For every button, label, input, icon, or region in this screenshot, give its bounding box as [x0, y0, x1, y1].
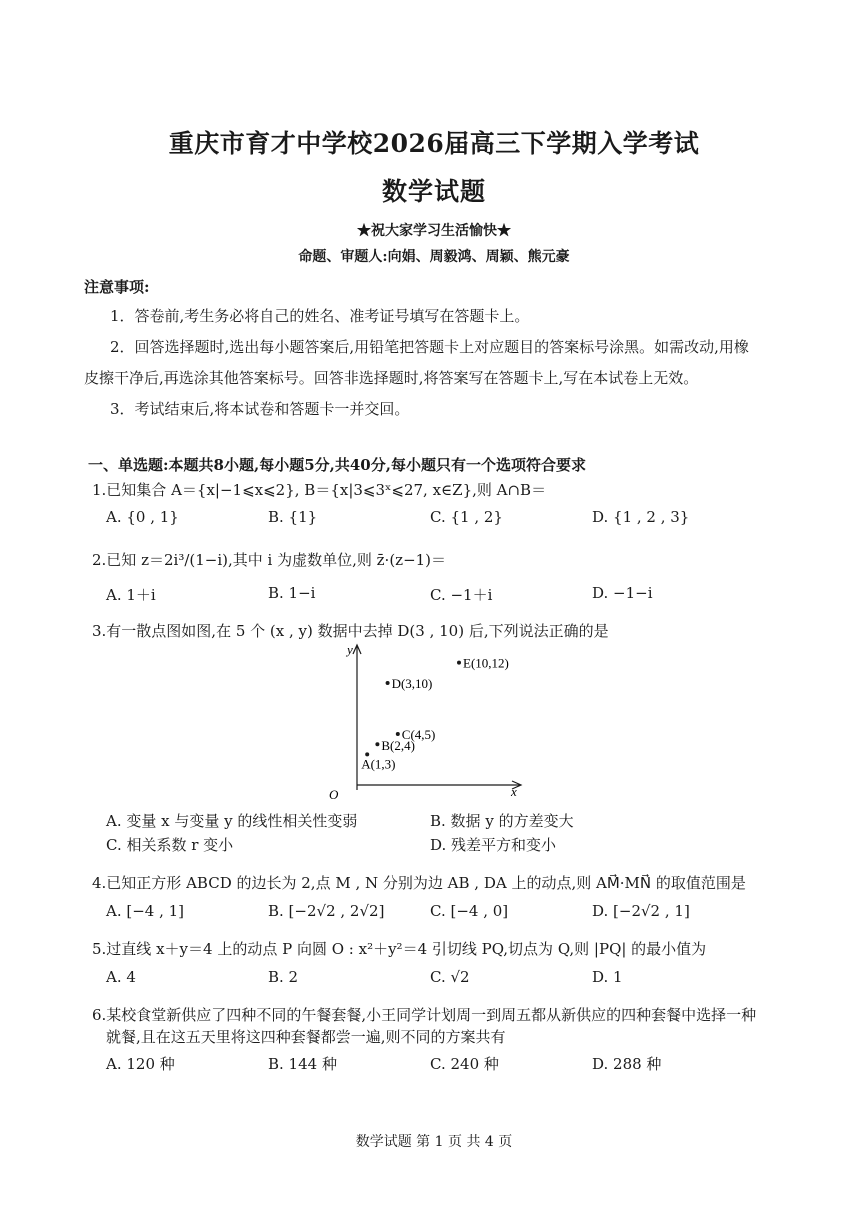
- q2-option-b: B. 1−i: [268, 584, 316, 602]
- q4-option-c: C. [−4 , 0]: [430, 902, 509, 920]
- question-4-stem: 4.已知正方形 ABCD 的边长为 2,点 M , N 分别为边 AB , DA 上的动点,则 AM⃗·MN⃗ 的取值范围是: [92, 874, 746, 892]
- q1-option-a: A. {0 , 1}: [106, 508, 179, 526]
- exam-subtitle: 数学试题: [381, 177, 486, 206]
- q5-option-b: B. 2: [268, 968, 299, 986]
- question-6-stem-line-2: 就餐,且在这五天里将这四种套餐都尝一遍,则不同的方案共有: [106, 1028, 506, 1046]
- q2-option-d: D. −1−i: [592, 584, 653, 602]
- q5-option-c: C. √2: [430, 968, 470, 986]
- q2-option-a: A. 1＋i: [106, 586, 156, 604]
- scatter-point-label: E(10,12): [463, 655, 509, 671]
- q3-option-c: C. 相关系数 r 变小: [106, 836, 234, 854]
- scatter-plot: [330, 640, 530, 805]
- scatter-point: [457, 661, 461, 665]
- question-5-stem: 5.过直线 x＋y＝4 上的动点 P 向圆 O : x²＋y²＝4 引切线 PQ,切点为 Q,则 |PQ| 的最小值为: [92, 940, 707, 958]
- scatter-point-label: D(3,10): [391, 676, 433, 691]
- q1-option-c: C. {1 , 2}: [430, 508, 503, 526]
- q1-option-d: D. {1 , 2 , 3}: [592, 508, 690, 526]
- q4-option-b: B. [−2√2 , 2√2]: [268, 902, 385, 920]
- q3-option-b: B. 数据 y 的方差变大: [430, 812, 574, 830]
- scatter-point-label: B(2,4): [381, 738, 415, 754]
- scatter-point: [386, 681, 390, 685]
- q2-option-c: C. −1＋i: [430, 586, 493, 604]
- y-axis-label: y: [347, 642, 353, 657]
- q6-option-b: B. 144 种: [268, 1055, 337, 1073]
- q1-option-b: B. {1}: [268, 508, 318, 526]
- scatter-point-label: C(4,5): [401, 727, 436, 742]
- q3-option-a: A. 变量 x 与变量 y 的线性相关性变弱: [106, 812, 358, 830]
- page-footer: 数学试题 第 1 页 共 4 页: [355, 1134, 513, 1150]
- authors-line: 命题、审题人:向娟、周毅鸿、周颖、熊元豪: [298, 249, 570, 265]
- q5-option-d: D. 1: [592, 968, 623, 986]
- scatter-point: [396, 732, 400, 736]
- q4-option-a: A. [−4 , 1]: [106, 902, 185, 920]
- q6-option-d: D. 288 种: [592, 1055, 662, 1073]
- notes-heading: 注意事项:: [84, 278, 150, 296]
- note-item-2-cont: 皮擦干净后,再选涂其他答案标号。回答非选择题时,将答案写在答题卡上,写在本试卷上无效。: [84, 369, 699, 387]
- blessing-line: ★祝大家学习生活愉快★: [357, 223, 511, 239]
- q6-option-a: A. 120 种: [106, 1055, 175, 1073]
- question-3-stem: 3.有一散点图如图,在 5 个 (x , y) 数据中去掉 D(3 , 10) 后,下列说法正确的是: [92, 622, 609, 640]
- note-item-1: 1．答卷前,考生务必将自己的姓名、准考证号填写在答题卡上。: [110, 307, 530, 325]
- scatter-point: [375, 742, 379, 746]
- origin-label: O: [329, 787, 339, 802]
- section-1-heading: 一、单选题:本题共8小题,每小题5分,共40分,每小题只有一个选项符合要求: [88, 456, 586, 474]
- q3-option-d: D. 残差平方和变小: [430, 836, 557, 854]
- q6-option-c: C. 240 种: [430, 1055, 499, 1073]
- q4-option-d: D. [−2√2 , 1]: [592, 902, 690, 920]
- question-1-stem: 1.已知集合 A＝{x|−1⩽x⩽2}, B＝{x|3⩽3ˣ⩽27, x∈Z},则 A∩B＝: [92, 481, 547, 499]
- note-item-3: 3．考试结束后,将本试卷和答题卡一并交回。: [110, 400, 410, 418]
- x-axis-label: x: [511, 784, 517, 799]
- question-6-stem-line-1: 6.某校食堂新供应了四种不同的午餐套餐,小王同学计划周一到周五都从新供应的四种套餐中选择一种: [92, 1006, 757, 1024]
- scatter-point-label: A(1,3): [361, 756, 396, 772]
- exam-title: 重庆市育才中学校2026届高三下学期入学考试: [168, 129, 700, 158]
- note-item-2: 2．回答选择题时,选出每小题答案后,用铅笔把答题卡上对应题目的答案标号涂黑。如需改动,用橡: [110, 338, 749, 356]
- q5-option-a: A. 4: [106, 968, 136, 986]
- question-2-stem: 2.已知 z＝2i³/(1−i),其中 i 为虚数单位,则 z̄·(z−1)＝: [92, 551, 447, 569]
